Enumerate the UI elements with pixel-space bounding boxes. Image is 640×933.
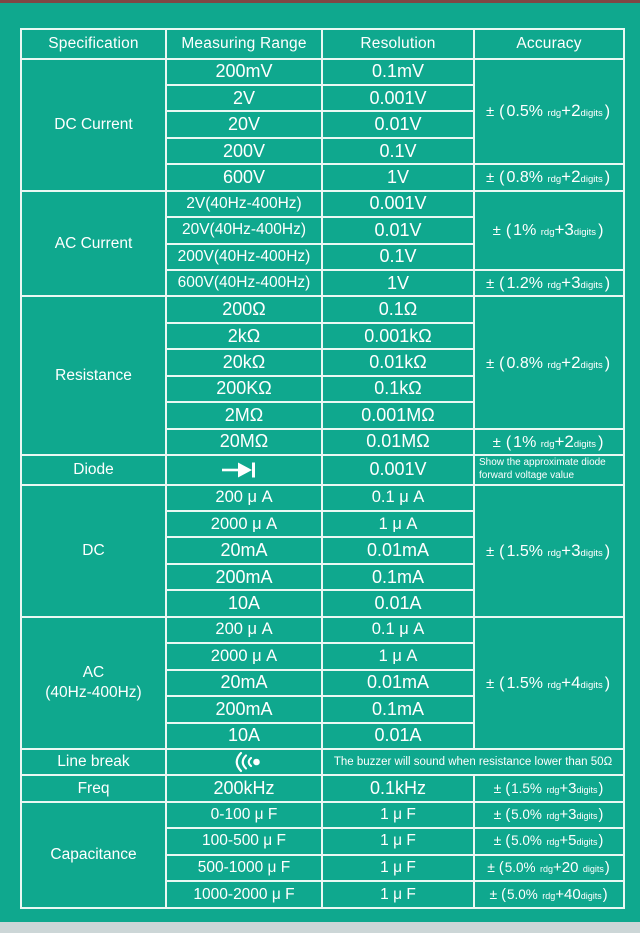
- range-cell: 200Ω: [166, 296, 322, 322]
- section-label-ac-voltage: AC Current: [21, 191, 166, 297]
- resolution-cell: 0.001MΩ: [322, 402, 474, 428]
- range-cell: 0-100 μ F: [166, 802, 322, 828]
- resolution-cell: 0.1 μ A: [322, 485, 474, 511]
- resolution-cell: 0.1kΩ: [322, 376, 474, 402]
- table-row: [21, 749, 624, 775]
- range-cell: 2V: [166, 85, 322, 111]
- resolution-cell: 0.1mA: [322, 696, 474, 722]
- buzzer-note: The buzzer will sound when resistance lower than 50Ω: [322, 749, 624, 775]
- resolution-cell: 1 μ F: [322, 828, 474, 854]
- range-cell: 200 μ A: [166, 617, 322, 643]
- resolution-cell: 0.01kΩ: [322, 349, 474, 375]
- diode-symbol-cell: [166, 455, 322, 485]
- resolution-cell: 0.01A: [322, 723, 474, 749]
- resolution-cell: 0.01V: [322, 217, 474, 243]
- resolution-cell: 1 μ F: [322, 855, 474, 881]
- section-label-ac-current: AC (40Hz-400Hz): [21, 617, 166, 749]
- section-label-line-break: Line break: [21, 749, 166, 775]
- resolution-cell: 0.1kHz: [322, 775, 474, 801]
- range-cell: 200kHz: [166, 775, 322, 801]
- resolution-cell: 0.01A: [322, 590, 474, 616]
- accuracy-cell: ± (1.5% rdg+3digits): [474, 775, 624, 801]
- range-cell: 20MΩ: [166, 429, 322, 455]
- table-row: [21, 485, 624, 511]
- range-cell: 200 μ A: [166, 485, 322, 511]
- section-label-capacitance: Capacitance: [21, 802, 166, 908]
- table-row: [21, 802, 624, 828]
- range-cell: 10A: [166, 723, 322, 749]
- section-label-freq: Freq: [21, 775, 166, 801]
- header-measuring-range: Measuring Range: [166, 29, 322, 59]
- range-cell: 1000-2000 μ F: [166, 881, 322, 908]
- accuracy-cell: ± ( 0.5% rdg+2digits ): [474, 59, 624, 165]
- range-cell: 500-1000 μ F: [166, 855, 322, 881]
- accuracy-cell: ± ( 1% rdg+3digits ): [474, 191, 624, 270]
- diode-accuracy-note: Show the approximate diode forward voltage value: [474, 455, 624, 485]
- section-label-dc-voltage: DC Current: [21, 59, 166, 191]
- resolution-cell: 1 μ F: [322, 881, 474, 908]
- resolution-cell: 0.01V: [322, 111, 474, 137]
- resolution-cell: 0.1V: [322, 138, 474, 164]
- resolution-cell: 0.01MΩ: [322, 429, 474, 455]
- header-resolution: Resolution: [322, 29, 474, 59]
- range-cell: 200KΩ: [166, 376, 322, 402]
- table-row: [21, 191, 624, 217]
- accuracy-cell: ± ( 1.5% rdg+4digits ): [474, 617, 624, 749]
- range-cell: 200mA: [166, 696, 322, 722]
- buzzer-icon: [225, 750, 263, 774]
- table-row: [21, 455, 624, 485]
- table-row: [21, 59, 624, 85]
- range-cell: 10A: [166, 590, 322, 616]
- resolution-cell: 0.1V: [322, 244, 474, 270]
- header-row: [21, 29, 624, 59]
- section-label-resistance: Resistance: [21, 296, 166, 455]
- resolution-cell: 0.001V: [322, 85, 474, 111]
- table-row: [21, 775, 624, 801]
- range-cell: 20kΩ: [166, 349, 322, 375]
- table-row: [21, 296, 624, 322]
- range-cell: 20mA: [166, 537, 322, 563]
- accuracy-cell: ± ( 1.5% rdg+3digits ): [474, 485, 624, 617]
- range-cell: 20V: [166, 111, 322, 137]
- accuracy-cell: ± (5.0% rdg+40digits): [474, 881, 624, 908]
- resolution-cell: 0.1Ω: [322, 296, 474, 322]
- range-cell: 600V: [166, 164, 322, 190]
- top-edge-strip: [0, 0, 640, 3]
- accuracy-cell: ± (5.0% rdg+20 digits): [474, 855, 624, 881]
- section-label-dc-current: DC: [21, 485, 166, 617]
- range-cell: 2MΩ: [166, 402, 322, 428]
- range-cell: 200mA: [166, 564, 322, 590]
- resolution-cell: 1 μ F: [322, 802, 474, 828]
- resolution-cell: 0.001kΩ: [322, 323, 474, 349]
- resolution-cell: 1V: [322, 270, 474, 296]
- range-cell: 200V(40Hz-400Hz): [166, 244, 322, 270]
- range-cell: 600V(40Hz-400Hz): [166, 270, 322, 296]
- range-cell: 2000 μ A: [166, 511, 322, 537]
- accuracy-cell: ± (5.0% rdg+3digits): [474, 802, 624, 828]
- diode-icon: [221, 461, 267, 479]
- resolution-cell: 0.01mA: [322, 537, 474, 563]
- range-cell: 2000 μ A: [166, 643, 322, 669]
- range-cell: 20V(40Hz-400Hz): [166, 217, 322, 243]
- resolution-cell: 1 μ A: [322, 643, 474, 669]
- table-row: [21, 617, 624, 643]
- resolution-cell: 1 μ A: [322, 511, 474, 537]
- header-specification: Specification: [21, 29, 166, 59]
- multimeter-spec-table: [20, 28, 625, 909]
- range-cell: 200V: [166, 138, 322, 164]
- resolution-cell: 0.001V: [322, 455, 474, 485]
- range-cell: 2kΩ: [166, 323, 322, 349]
- header-accuracy: Accuracy: [474, 29, 624, 59]
- range-cell: 20mA: [166, 670, 322, 696]
- accuracy-cell: ± (5.0% rdg+5digits): [474, 828, 624, 854]
- resolution-cell: 0.01mA: [322, 670, 474, 696]
- range-cell: 2V(40Hz-400Hz): [166, 191, 322, 217]
- resolution-cell: 0.1mA: [322, 564, 474, 590]
- range-cell: 200mV: [166, 59, 322, 85]
- accuracy-cell: ± ( 1% rdg+2digits ): [474, 429, 624, 455]
- resolution-cell: 0.1 μ A: [322, 617, 474, 643]
- resolution-cell: 1V: [322, 164, 474, 190]
- resolution-cell: 0.1mV: [322, 59, 474, 85]
- accuracy-cell: ± ( 0.8% rdg+2digits ): [474, 296, 624, 428]
- buzzer-symbol-cell: [166, 749, 322, 775]
- plus-minus-sign: ±: [485, 103, 495, 121]
- resolution-cell: 0.001V: [322, 191, 474, 217]
- range-cell: 100-500 μ F: [166, 828, 322, 854]
- section-label-diode: Diode: [21, 455, 166, 485]
- accuracy-cell: ± ( 0.8% rdg+2digits ): [474, 164, 624, 190]
- accuracy-cell: ± ( 1.2% rdg+3digits ): [474, 270, 624, 296]
- bottom-edge-strip: [0, 922, 640, 933]
